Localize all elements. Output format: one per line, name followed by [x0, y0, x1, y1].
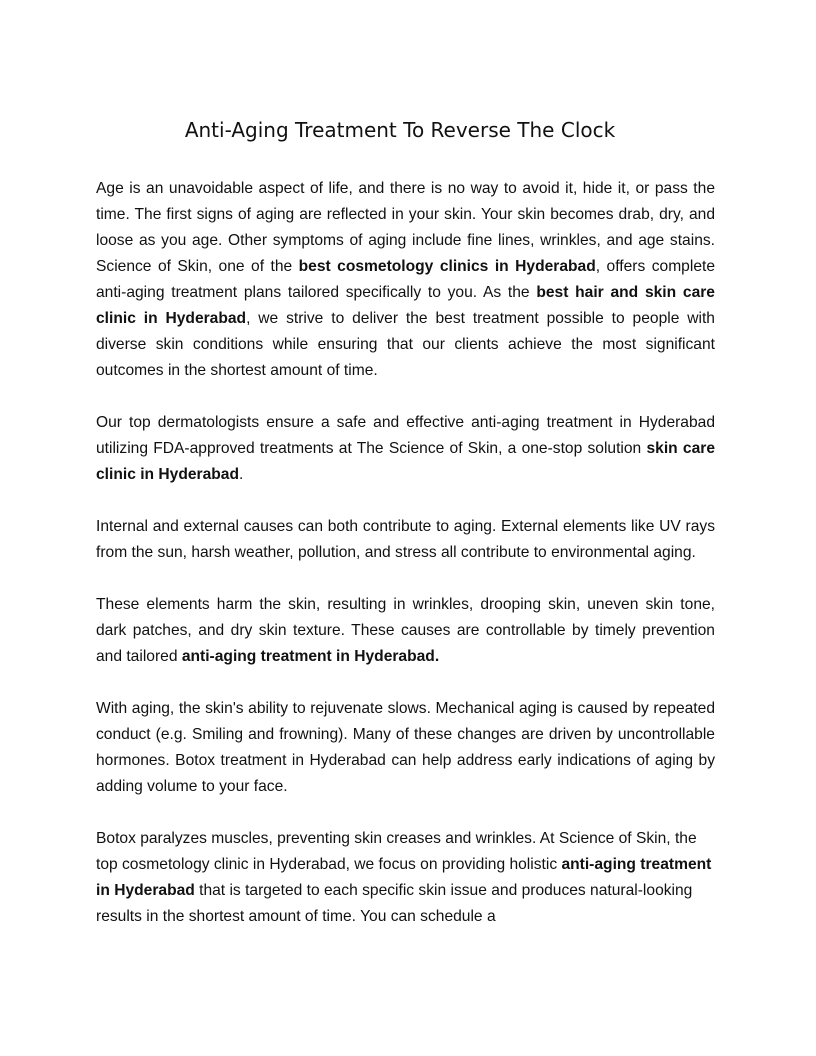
- text-run: .: [239, 466, 244, 483]
- bold-text-run: best cosmetology clinics in Hyderabad: [298, 258, 596, 275]
- document-body: [96, 176, 715, 956]
- text-run: With aging, the skin's ability to rejuvenate slows. Mechanical aging is caused by repeated conduct (e.g. Smiling and frowning). Many of these changes are driven by uncontrollable hormones. Botox treatment in Hyderabad can help address early indications of aging by adding volume to your face.: [96, 700, 715, 795]
- paragraph-dermatologists: [96, 410, 715, 488]
- text-run: , offers complete anti-aging treatment plans tailored specifically to you. As the: [96, 258, 716, 301]
- document-title: Anti-Aging Treatment To Reverse The Clock: [184, 118, 616, 142]
- text-run: that is targeted to each specific skin issue and produces natural-looking results in the shortest amount of time. You can schedule a: [96, 882, 693, 925]
- paragraph-botox: [96, 826, 715, 930]
- paragraph-mechanical-aging: [96, 696, 715, 800]
- bold-text-run: anti-aging treatment in Hyderabad: [96, 856, 712, 899]
- text-run: Internal and external causes can both contribute to aging. External elements like UV rays from the sun, harsh weather, pollution, and stress all contribute to environmental aging.: [96, 518, 715, 561]
- bold-text-run: best hair and skin care clinic in Hyderabad: [96, 284, 715, 327]
- bold-text-run: skin care clinic in Hyderabad: [96, 440, 715, 483]
- text-run: Age is an unavoidable aspect of life, and there is no way to avoid it, hide it, or pass the time. The first signs of aging are reflected in your skin. Your skin becomes drab, dry, and loose as you age. Other symptoms of aging include fine lines, wrinkles, and age stains. Science of Skin, one of the: [96, 180, 715, 275]
- text-run: Botox paralyzes muscles, preventing skin creases and wrinkles. At Science of Skin, the top cosmetology clinic in Hyderabad, we focus on providing holistic: [96, 830, 697, 873]
- paragraph-elements: [96, 592, 715, 670]
- text-run: Our top dermatologists ensure a safe and effective anti-aging treatment in Hyderabad utilizing FDA-approved treatments at The Science of Skin, a one-stop solution: [96, 414, 715, 457]
- text-run: These elements harm the skin, resulting in wrinkles, drooping skin, uneven skin tone, dark patches, and dry skin texture. These causes are controllable by timely prevention and tailored: [96, 596, 715, 665]
- paragraph-intro: [96, 176, 715, 384]
- bold-text-run: anti-aging treatment in Hyderabad.: [181, 648, 440, 665]
- text-run: , we strive to deliver the best treatment possible to people with diverse skin conditions while ensuring that our clients achieve the most significant outcomes in the shortest amount of time.: [96, 310, 715, 379]
- paragraph-causes: [96, 514, 715, 566]
